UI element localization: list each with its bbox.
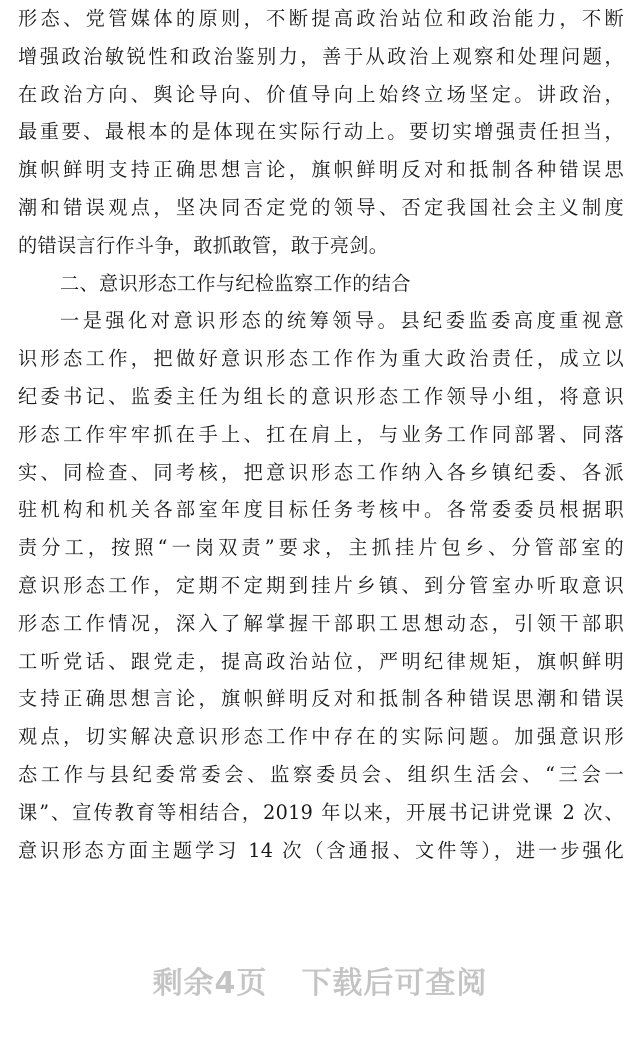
paragraph-continuation <box>18 0 624 265</box>
text-line: 支持正确思想言论，旗帜鲜明反对和抵制各种错误思潮和错误 <box>18 687 624 711</box>
download-hint-label: 下载后可查阅 <box>301 966 488 1001</box>
text-line: 旗帜鲜明支持正确思想言论，旗帜鲜明反对和抵制各种错误思 <box>18 158 624 182</box>
text-line: 工听党话、跟党走，提高政治站位，严明纪律规矩，旗帜鲜明 <box>18 649 624 673</box>
text-line: 的错误言行作斗争，敢抓敢管，敢于亮剑。 <box>18 233 389 257</box>
paragraph-coordination <box>18 302 624 869</box>
document-body <box>18 0 624 869</box>
text-line: 最重要、最根本的是体现在实际行动上。要切实增强责任担当， <box>18 120 624 144</box>
text-line: 课”、宣传教育等相结合，2019 年以来，开展书记讲党课 2 次、 <box>18 800 624 824</box>
text-line: 识形态工作，把做好意识形态工作作为重大政治责任，成立以 <box>18 347 624 371</box>
text-line: 实、同检查、同考核，把意识形态工作纳入各乡镇纪委、各派 <box>18 460 624 484</box>
text-line: 态工作与县纪委常委会、监察委员会、组织生活会、“三会一 <box>18 762 624 786</box>
text-line: 责分工，按照“一岗双责”要求，主抓挂片包乡、分管部室的 <box>18 536 624 560</box>
download-prompt-banner[interactable] <box>0 960 640 1008</box>
text-line: 一是强化对意识形态的统筹领导。县纪委监委高度重视意 <box>60 309 624 333</box>
text-line: 驻机构和机关各部室年度目标任务考核中。各常委委员根据职 <box>18 498 624 522</box>
remaining-pages-label: 剩余4页 <box>152 966 268 1001</box>
text-line: 意识形态工作，定期不定期到挂片乡镇、到分管室办听取意识 <box>18 573 624 597</box>
text-line: 潮和错误观点，坚决同否定党的领导、否定我国社会主义制度 <box>18 195 624 219</box>
text-line: 增强政治敏锐性和政治鉴别力，善于从政治上观察和处理问题， <box>18 44 624 68</box>
section-heading: 二、意识形态工作与纪检监察工作的结合 <box>60 271 411 295</box>
text-line: 形态工作牢牢抓在手上、扛在肩上，与业务工作同部署、同落 <box>18 422 624 446</box>
text-line: 纪委书记、监委主任为组长的意识形态工作领导小组，将意识 <box>18 384 624 408</box>
text-line: 形态工作情况，深入了解掌握干部职工思想动态，引领干部职 <box>18 611 624 635</box>
text-line: 意识形态方面主题学习 14 次（含通报、文件等），进一步强化 <box>18 838 624 862</box>
text-line: 观点，切实解决意识形态工作中存在的实际问题。加强意识形 <box>18 725 624 749</box>
text-line: 形态、党管媒体的原则，不断提高政治站位和政治能力，不断 <box>18 7 624 30</box>
text-line: 在政治方向、舆论导向、价值导向上始终立场坚定。讲政治， <box>18 82 624 106</box>
